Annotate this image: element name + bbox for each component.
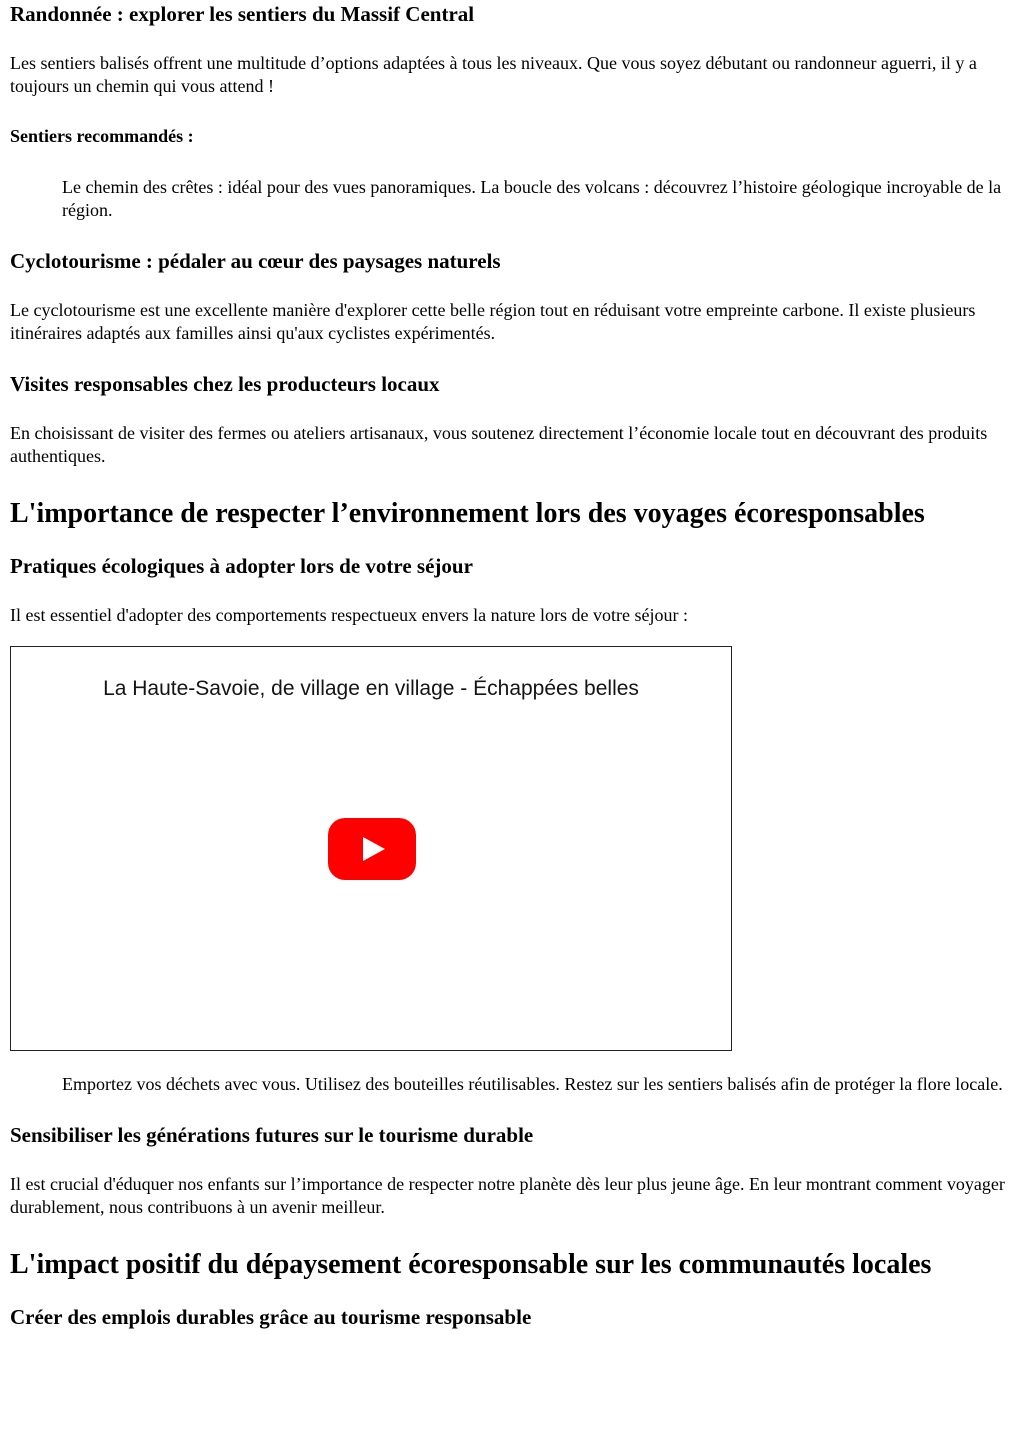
- heading-impact-positif: L'impact positif du dépaysement écoresponsable sur les communautés locales: [10, 1249, 932, 1280]
- paragraph-visites: En choisissant de visiter des fermes ou ateliers artisanaux, vous soutenez directement l’économie locale tout en découvrant des produits authentiques.: [10, 423, 988, 466]
- heading-emplois-durables: Créer des emplois durables grâce au tourisme responsable: [10, 1305, 532, 1329]
- paragraph-pratiques: Il est essentiel d'adopter des comportements respectueux envers la nature lors de votre séjour :: [10, 605, 689, 625]
- list-sentiers: Le chemin des crêtes : idéal pour des vues panoramiques. La boucle des volcans : découvrez l’histoire géologique incroyable de la région.: [62, 177, 1002, 220]
- subheading-sentiers-recommandes: Sentiers recommandés :: [10, 126, 194, 146]
- heading-sensibiliser: Sensibiliser les générations futures sur le tourisme durable: [10, 1123, 534, 1147]
- play-icon[interactable]: [328, 818, 416, 880]
- heading-pratiques-ecologiques: Pratiques écologiques à adopter lors de votre séjour: [10, 554, 473, 578]
- video-title[interactable]: La Haute-Savoie, de village en village - Échappées belles: [103, 677, 639, 700]
- list-pratiques: Emportez vos déchets avec vous. Utilisez des bouteilles réutilisables. Restez sur les sentiers balisés afin de protéger la flore locale.: [62, 1074, 1003, 1094]
- heading-randonnee: Randonnée : explorer les sentiers du Massif Central: [10, 2, 475, 26]
- video-embed[interactable]: [10, 646, 732, 1051]
- heading-visites: Visites responsables chez les producteurs locaux: [10, 372, 440, 396]
- paragraph-cyclotourisme: Le cyclotourisme est une excellente manière d'explorer cette belle région tout en réduisant votre empreinte carbone. Il existe plusieurs itinéraires adaptés aux familles ainsi qu'aux cyclistes expérimentés.: [10, 300, 976, 343]
- paragraph-randonnee: Les sentiers balisés offrent une multitude d’options adaptées à tous les niveaux. Que vous soyez débutant ou randonneur aguerri, il y a toujours un chemin qui vous attend !: [10, 53, 977, 96]
- paragraph-sensibiliser: Il est crucial d'éduquer nos enfants sur l’importance de respecter notre planète dès leur plus jeune âge. En leur montrant comment voyager durablement, nous contribuons à un avenir meilleur.: [10, 1174, 1005, 1217]
- heading-importance-environnement: L'importance de respecter l’environnement lors des voyages écoresponsables: [10, 498, 925, 529]
- heading-cyclotourisme: Cyclotourisme : pédaler au cœur des paysages naturels: [10, 249, 501, 273]
